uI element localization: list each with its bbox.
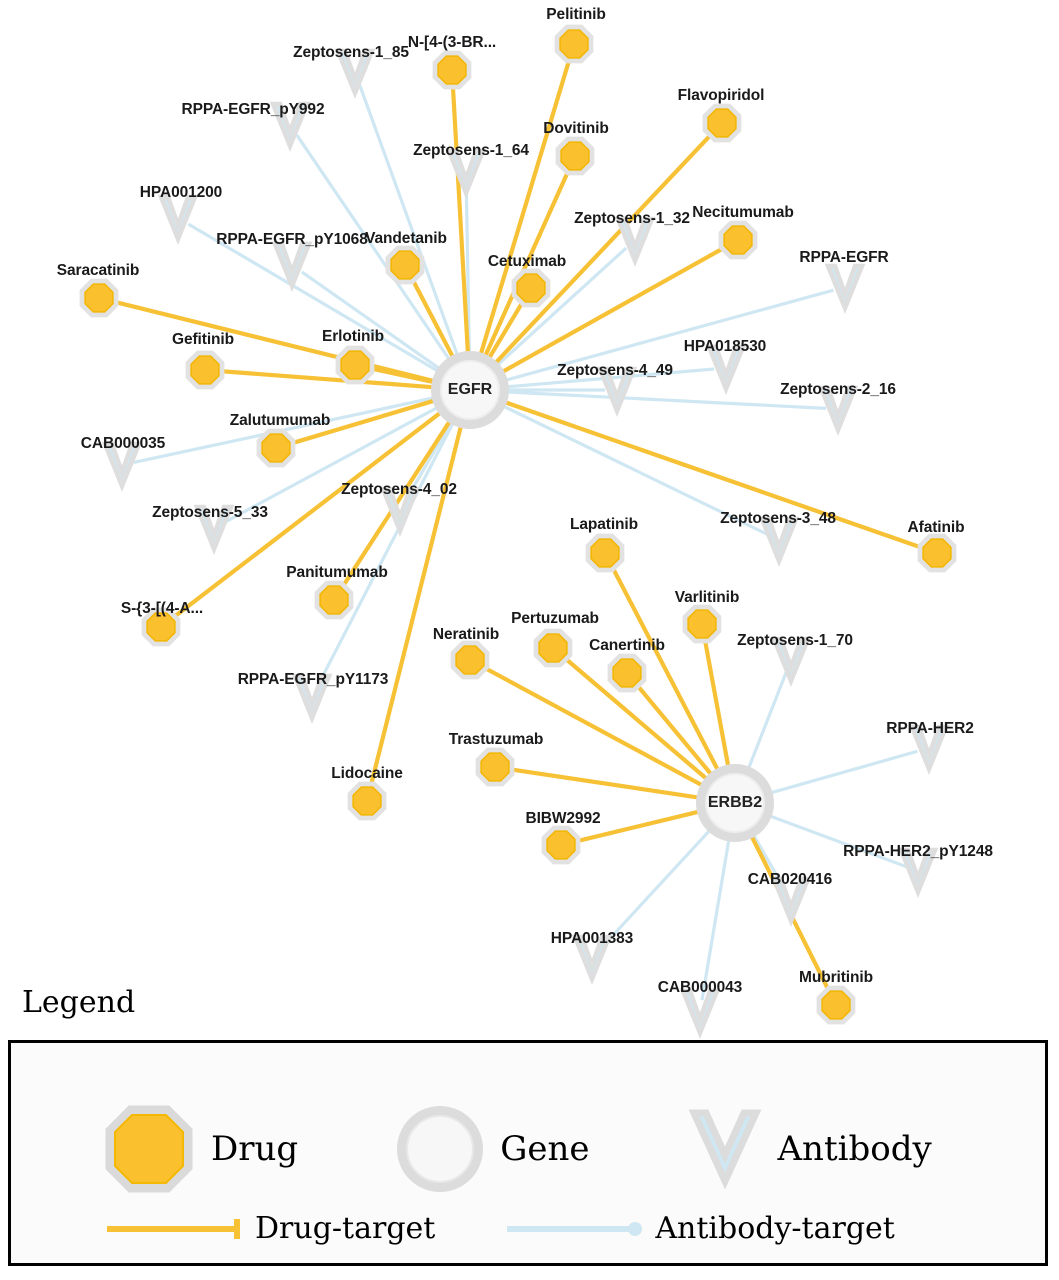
drug-node[interactable] [560, 30, 588, 58]
antibody-target-edge-icon [505, 1216, 647, 1242]
drug-node-label: Trastuzumab [448, 731, 544, 748]
legend-title: Legend [22, 985, 136, 1020]
drug-node-label: Panitumumab [286, 564, 388, 581]
drug-node[interactable] [708, 109, 736, 137]
drug-node[interactable] [341, 351, 369, 379]
antibody-node-label: RPPA-HER2 [886, 720, 974, 737]
legend-item-antibody-target [505, 1211, 895, 1246]
antibody-target-edge [496, 391, 826, 408]
antibody-node-label: Zeptosens-1_64 [413, 142, 529, 159]
drug-target-edge [488, 132, 714, 371]
antibody-target-edge [760, 751, 917, 796]
drug-target-edge [477, 55, 570, 365]
drug-node[interactable] [724, 226, 752, 254]
antibody-node-label: RPPA-EGFR [799, 249, 889, 266]
drug-node-label: BIBW2992 [525, 810, 601, 827]
circle-icon [394, 1103, 486, 1195]
drug-node[interactable] [547, 831, 575, 859]
antibody-node-label: RPPA-EGFR_pY992 [181, 101, 325, 118]
drug-node-label: Afatinib [907, 519, 965, 536]
drug-node-label: Dovitinib [543, 120, 609, 137]
drug-node-label: Mubritinib [799, 969, 873, 986]
antibody-target-edge [702, 829, 731, 1001]
antibody-node-label: HPA001200 [139, 184, 223, 201]
antibody-node-label: CAB020416 [747, 871, 833, 888]
drug-node[interactable] [191, 356, 219, 384]
legend-label-drug-target: Drug-target [255, 1211, 436, 1246]
antibody-node-label: RPPA-HER2_pY1248 [843, 843, 993, 860]
drug-node-label: Flavopiridol [677, 87, 765, 104]
drug-target-edge [635, 682, 719, 783]
antibody-edges [134, 83, 918, 1000]
drug-node[interactable] [822, 991, 850, 1019]
drug-node[interactable] [391, 251, 419, 279]
drug-node[interactable] [923, 539, 951, 567]
antibody-node-label: Zeptosens-1_70 [737, 632, 853, 649]
antibody-node-label: Zeptosens-3_48 [720, 510, 836, 527]
drug-node-label: Canertinib [589, 637, 665, 654]
legend-box [8, 1040, 1048, 1266]
antibody-node[interactable] [161, 197, 195, 239]
drug-node-label: N-[4-(3-BR... [407, 34, 497, 51]
drug-target-edge [495, 399, 926, 549]
legend-item-drug-target [105, 1211, 435, 1246]
drug-node[interactable] [262, 434, 290, 462]
drug-node-label: Neratinib [432, 626, 500, 643]
drug-target-edge [111, 301, 445, 384]
drug-node[interactable] [353, 787, 381, 815]
drug-node-label: Pertuzumab [511, 610, 599, 627]
drug-node-label: Zalutumumab [229, 412, 331, 429]
drug-node[interactable] [539, 634, 567, 662]
legend-item-drug [101, 1101, 298, 1197]
drug-node[interactable] [613, 659, 641, 687]
drug-node[interactable] [481, 753, 509, 781]
legend-label-antibody-target: Antibody-target [655, 1211, 895, 1246]
legend-item-antibody [686, 1103, 932, 1195]
drug-node[interactable] [85, 284, 113, 312]
drug-node-label: Erlotinib [322, 328, 384, 345]
legend-label-gene: Gene [500, 1129, 590, 1169]
legend-label-antibody: Antibody [777, 1129, 932, 1169]
antibody-node-label: CAB000035 [80, 435, 166, 452]
legend-item-gene [394, 1103, 589, 1195]
antibody-target-edge [744, 671, 786, 779]
antibody-node-label: RPPA-EGFR_pY1173 [237, 671, 389, 688]
antibody-node-label: Zeptosens-5_33 [152, 504, 268, 521]
antibody-node[interactable] [828, 266, 862, 308]
gene-node-label: ERBB2 [707, 794, 763, 811]
drug-node[interactable] [561, 142, 589, 170]
drug-node-label: S-{3-[(4-A... [120, 600, 204, 617]
drug-node[interactable] [517, 274, 545, 302]
antibody-node-label: Zeptosens-2_16 [780, 381, 896, 398]
drug-node-label: Varlitinib [674, 589, 740, 606]
drug-node[interactable] [591, 539, 619, 567]
v-arrow-icon [686, 1103, 764, 1195]
antibody-node-label: CAB000043 [657, 979, 743, 996]
drug-node[interactable] [438, 56, 466, 84]
antibody-node-label: RPPA-EGFR_pY1068 [216, 231, 368, 248]
drug-node-label: Vandetanib [365, 230, 447, 247]
drug-node-label: Necitumumab [692, 204, 794, 221]
gene-node-label: EGFR [447, 381, 493, 398]
drug-node-label: Gefitinib [172, 331, 234, 348]
drug-target-edge [704, 636, 730, 778]
drug-node-label: Saracatinib [56, 262, 140, 279]
drug-node-label: Lidocaine [331, 765, 403, 782]
antibody-node-label: Zeptosens-4_02 [341, 481, 457, 498]
drug-node-label: Pelitinib [546, 6, 606, 23]
antibody-node-label: Zeptosens-1_85 [293, 44, 409, 61]
drug-target-edge-icon [105, 1216, 247, 1242]
drug-node[interactable] [456, 646, 484, 674]
antibody-node[interactable] [683, 991, 717, 1033]
antibody-node-label: Zeptosens-1_32 [574, 210, 690, 227]
octagon-icon [101, 1101, 197, 1197]
drug-node[interactable] [688, 610, 716, 638]
drug-node[interactable] [320, 586, 348, 614]
antibody-node-label: HPA001383 [550, 930, 634, 947]
legend-label-drug: Drug [211, 1129, 299, 1169]
drug-node-label: Lapatinib [570, 516, 638, 533]
drug-node-label: Cetuximab [487, 253, 567, 270]
antibody-node-label: Zeptosens-4_49 [557, 362, 673, 379]
antibody-node-label: HPA018530 [683, 338, 767, 355]
